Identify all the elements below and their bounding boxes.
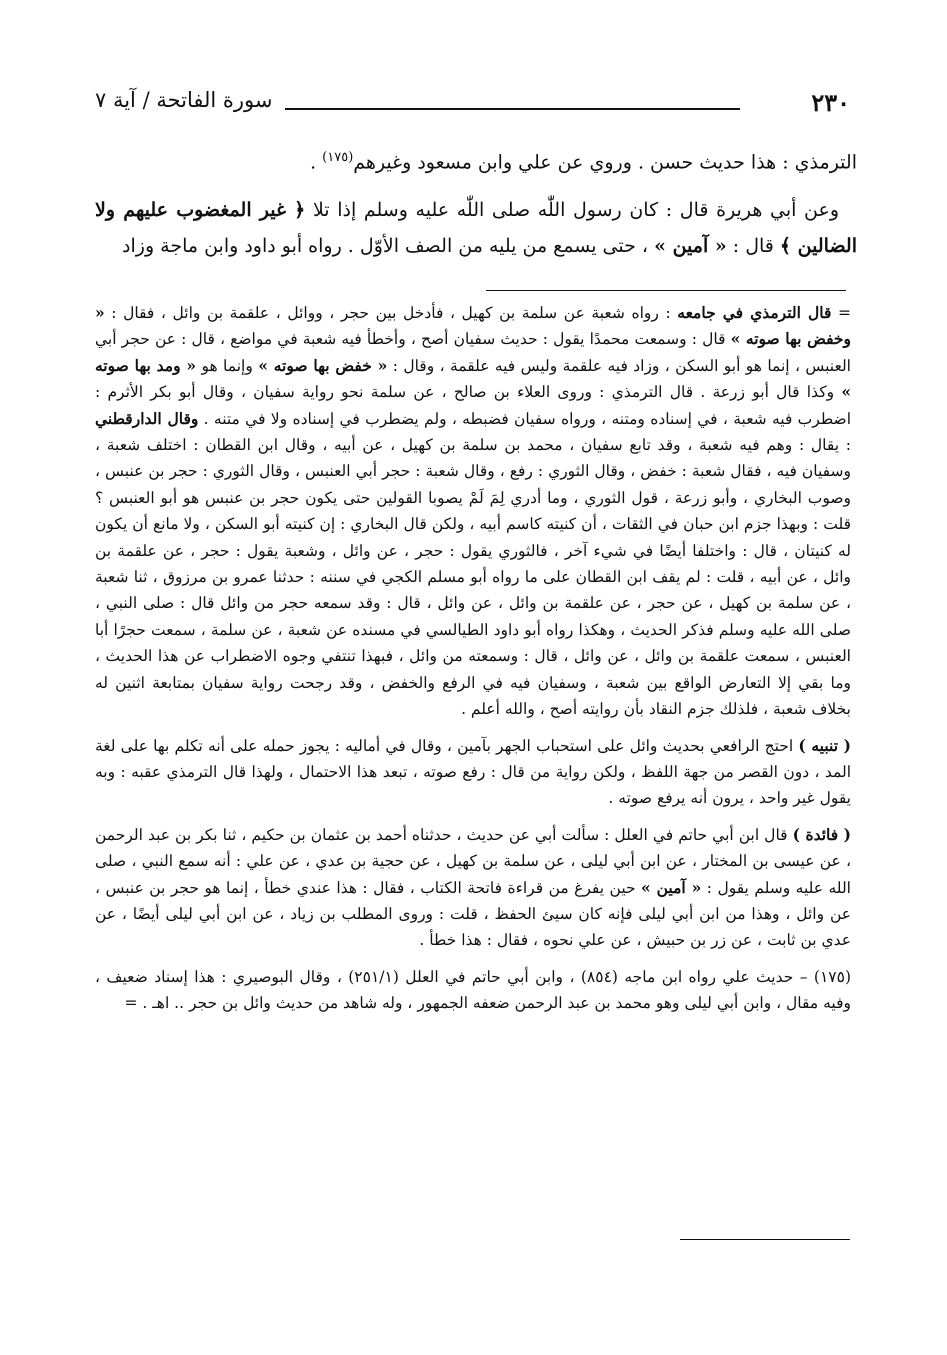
note-bold: « آمين » [641, 877, 702, 897]
running-title: سورة الفاتحة / آية ٧ [95, 88, 273, 112]
note-bold: « وخفض بها صوته » [95, 303, 851, 349]
note-bold: قال الترمذي في جامعه [677, 303, 832, 322]
note-text: قال : وسمعت محمدًا يقول : حديث سفيان أصح ، وأخطأ فيه شعبة في مواضع ، قال : عن حجر أبي العنبس ، إنما هو أبو السكن ، وزاد فيه علقمة وليس فيه علقمة ، وقال : [95, 330, 851, 375]
footnote-continued [95, 300, 851, 723]
note-text: احتج الرافعي بحديث وائل على استحباب الجهر بآمين ، وقال في أماليه : يجوز حمله على أنه تكلم بها على لغة المد ، دون القصر من جهة اللفظ ، ولكن رواية من قال : رفع صوته ، تبعد هذا الاحتمال ، ولهذا قال الترمذي عقبه : وبه يقول غير واحد ، يرون أنه يرفع صوته . [95, 736, 851, 808]
note-label: ( فائدة ) [792, 824, 851, 844]
main-text-segment: ، حتى يسمع من يليه من الصف الأوّل . رواه أبو داود وابن ماجة وزاد [122, 235, 655, 258]
footnote-number: (١٧٥) [813, 967, 852, 986]
continuation-marker: = [124, 994, 143, 1013]
note-bold: وقال الدارقطني [95, 408, 199, 428]
note-text: حين يفرغ من قراءة فاتحة الكتاب ، فقال : هذا عندي خطأ ، إنما هو حجر بن عنبس ، عن وائل ، وهذا من ابن أبي ليلى فإنه كان سيئ الحفظ ، قلت : وروى المطلب بن زياد ، عن ابن أبي ليلى أيضًا ، عن عدي بن ثابت ، عن زر بن حبيش ، عن علي نحوه ، فقال : هذا خطأ . [95, 878, 851, 950]
main-text-segment: قال : [726, 235, 780, 258]
main-text-segment: وعن أبي هريرة قال : كان رسول اللّٰه صلى اللّٰه عليه وسلم إذا تلا [305, 199, 839, 222]
main-text [95, 140, 857, 276]
footnote-reference: (١٧٥) [322, 150, 354, 165]
main-text-segment: الترمذي : هذا حديث حسن . وروي عن علي وابن مسعود وغيرهم [353, 151, 857, 174]
note-text: قال ابن أبي حاتم في العلل : سألت أبي عن حديث ، حدثناه أحمد بن عثمان بن حكيم ، ثنا بكر بن عبد الرحمن ، عن عيسى بن المختار ، عن ابن أبي ليلى ، عن سلمة بن كهيل ، عن حجية بن عدي ، عن علي : أنه سمع النبي ، صلى الله عليه وسلم يقول : [95, 825, 851, 897]
note-text: : يقال : وهم فيه شعبة ، وقد تابع سفيان ، محمد بن سلمة بن كهيل ، عن أبيه ، وقال ابن القطان : اختلف شعبة ، وسفيان فيه ، فقال شعبة : خفض ، وقال الثوري : رفع ، وقال شعبة : حجر أبي العنبس ، وقال الثوري : حجر بن عنبس ، وصوب البخاري ، وأبو زرعة ، قول الثوري ، وما أدري لِمَ لَمْ يصوبا القولين حتى يكون حجر بن عنبس هو أبو العنبس ؟ قلت : وبهذا جزم ابن حبان في الثقات ، أن كنيته كاسم أبيه ، ولكن قال البخاري : إن كنيته أبو السكن ، ولا مانع أن يكون له كنيتان ، قال : واختلفا أيضًا في شيء آخر ، فالثوري يقول : حجر ، عن وائل ، وشعبة يقول : حجر ، عن علقمة بن وائل ، عن أبيه ، قلت : لم يقف ابن القطان على ما رواه أبو مسلم الكجي في سننه : حدثنا عمرو بن مرزوق ، ثنا شعبة ، عن سلمة بن كهيل ، عن حجر ، عن علقمة بن وائل ، عن وائل ، قال : وقد سمعه حجر من وائل قال : صلى النبي ، صلى الله عليه وسلم فذكر الحديث ، وهكذا رواه أبو داود الطيالسي في مسنده عن شعبة ، عن سلمة ، سمعت حجرًا أبا العنبس ، سمعت علقمة بن وائل ، عن وائل ، قال : وسمعته من وائل ، فبهذا تنتفي وجوه الاضطراب عن هذا الحديث ، وما بقي إلا التعارض الواقع بين شعبة ، وسفيان فيه في الرفع والخفض ، وقد رجحت رواية سفيان بمتابعة اثنين له بخلاف شعبة ، فلذلك جزم النقاد بأن روايته أصح ، والله أعلم . [95, 436, 852, 719]
footnote-175 [95, 964, 851, 1017]
note-faida [95, 822, 851, 954]
amin-quote: « آمين » [654, 235, 727, 258]
main-paragraph-1 [95, 140, 857, 180]
main-text-segment: . [310, 151, 323, 174]
main-paragraph-2 [95, 192, 857, 264]
note-text: – حديث علي رواه ابن ماجه (٨٥٤) ، وابن أبي حاتم في العلل (٢٥١/١) ، وقال البوصيري : هذا إسناد ضعيف ، وفيه مقال ، وابن أبي ليلى وهو محمد بن عبد الرحمن ضعفه الجمهور ، وله شاهد من حديث وائل بن حجر .. اهـ . [95, 967, 851, 1013]
note-label: ( تنبيه ) [798, 735, 851, 755]
note-bold: « خفض بها صوته » [258, 355, 388, 375]
bottom-rule [680, 1239, 850, 1240]
page-number: ٢٣٠ [811, 88, 850, 117]
continuation-marker: = [831, 304, 851, 322]
page-header [95, 88, 850, 122]
note-text: : رواه شعبة عن سلمة بن كهيل ، فأدخل بين حجر ، ووائل ، علقمة بن وائل ، فقال : [104, 304, 678, 322]
footnotes-section [95, 300, 851, 1017]
note-bold: « ومد بها صوته » [95, 355, 851, 402]
footnote-separator [486, 290, 846, 291]
header-rule [285, 108, 740, 110]
note-text: وإنما هو [196, 356, 259, 375]
note-text: وكذا قال أبو زرعة . قال الترمذي : وروى العلاء بن صالح ، عن سلمة نحو رواية سفيان ، وقال أبو بكر الأثرم : اضطرب فيه شعبة ، في إسناده ومتنه ، ورواه سفيان فضبطه ، ولم يضطرب في إسناده ولا في متنه . [95, 383, 852, 428]
quran-quote: ﴿ غير المغضوب عليهم ولا الضالين ﴾ [95, 199, 857, 258]
note-tanbih [95, 733, 851, 812]
